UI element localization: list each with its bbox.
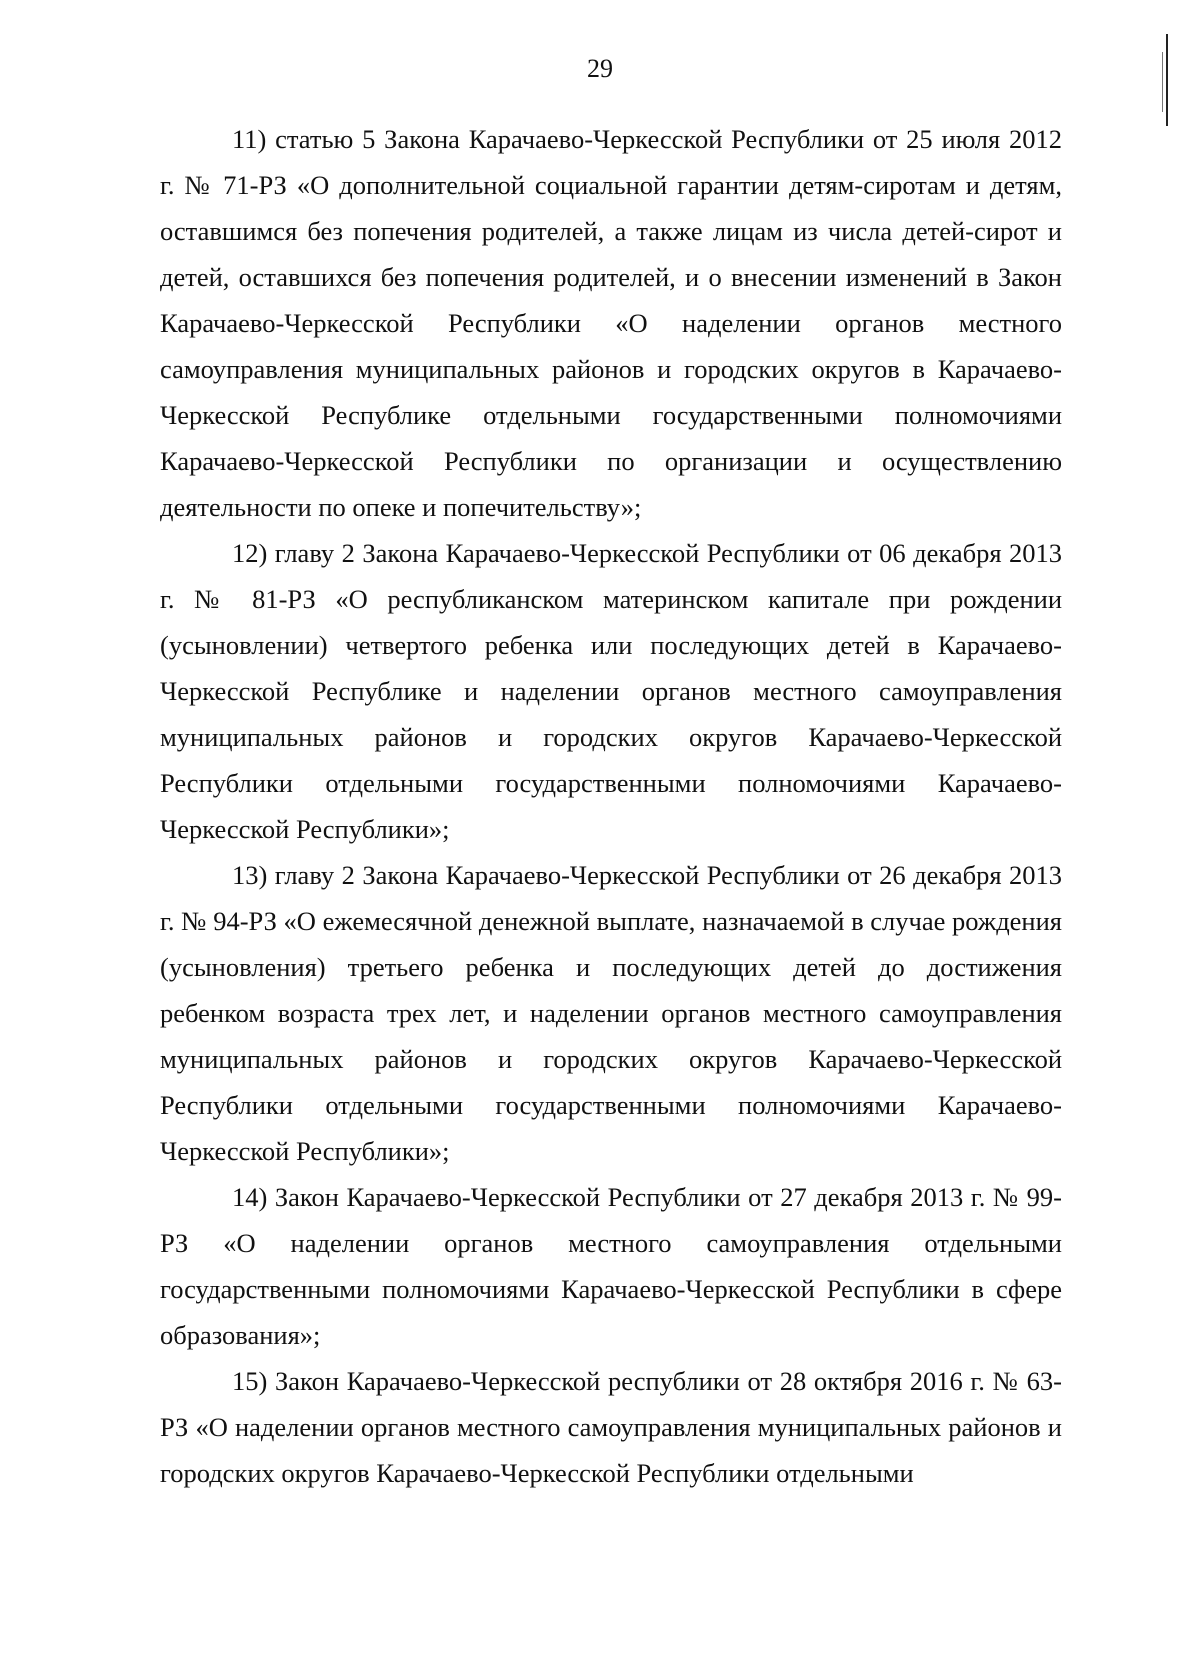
document-body (160, 116, 1062, 1496)
list-item-13: 13) главу 2 Закона Карачаево-Черкесской Республики от 26 декабря 2013 г. № 94-РЗ «О ежемесячной денежной выплате, назначаемой в случае рождения (усыновления) третьего ребенка и последующих детей до достижения ребенком возраста трех лет, и наделении органов местного самоуправления муниципальных районов и городских округов Карачаево-Черкесской Республики отдельными государственными полномочиями Карачаево-Черкесской Республики»; (160, 860, 1062, 1166)
list-item-14: 14) Закон Карачаево-Черкесской Республики от 27 декабря 2013 г. № 99-РЗ «О наделении органов местного самоуправления отдельными государственными полномочиями Карачаево-Черкесской Республики в сфере образования»; (160, 1182, 1062, 1350)
list-item-11: 11) статью 5 Закона Карачаево-Черкесской Республики от 25 июля 2012 г. № 71-РЗ «О дополнительной социальной гарантии детям-сиротам и детям, оставшимся без попечения родителей, а также лицам из числа детей-сирот и детей, оставшихся без попечения родителей, и о внесении изменений в Закон Карачаево-Черкесской Республики «О наделении органов местного самоуправления муниципальных районов и городских округов в Карачаево-Черкесской Республике отдельными государственными полномочиями Карачаево-Черкесской Республики по организации и осуществлению деятельности по опеке и попечительству»; (160, 124, 1062, 522)
page-number: 29 (587, 54, 613, 83)
list-item-15: 15) Закон Карачаево-Черкесской республики от 28 октября 2016 г. № 63-РЗ «О наделении органов местного самоуправления муниципальных районов и городских округов Карачаево-Черкесской Республики отдельными (160, 1366, 1062, 1488)
list-item-12: 12) главу 2 Закона Карачаево-Черкесской Республики от 06 декабря 2013 г. № 81-РЗ «О республиканском материнском капитале при рождении (усыновлении) четвертого ребенка или последующих детей в Карачаево-Черкесской Республике и наделении органов местного самоуправления муниципальных районов и городских округов Карачаево-Черкесской Республики отдельными государственными полномочиями Карачаево-Черкесской Республики»; (160, 538, 1062, 844)
